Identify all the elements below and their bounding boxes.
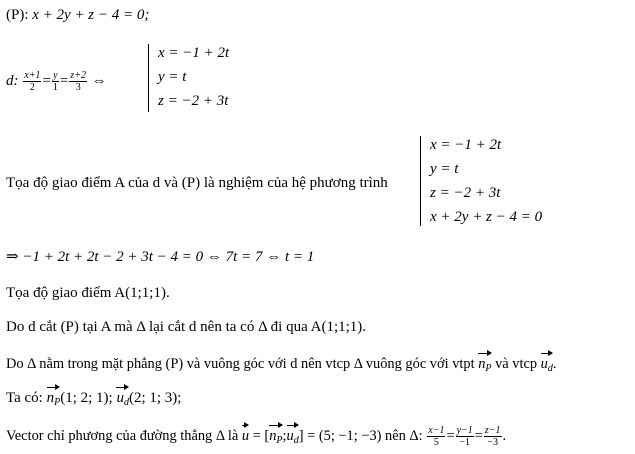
fraction-x: $\frac{x+1}{2}$ xyxy=(24,70,41,93)
solve-equation: ⇒ −1 + 2t + 2t − 2 + 3t − 4 = 0 ⇔ 7t = 7 ⇔ t = 1 xyxy=(6,249,315,265)
vector-u: u xyxy=(242,424,249,445)
point-a-text: Tọa độ giao điểm A(1;1;1). xyxy=(6,285,170,301)
direction-vector-ud: $u_d$ xyxy=(541,352,553,378)
passes-text: Do d cắt (P) tại A mà Δ lại cắt d nên ta có Δ đi qua A(1;1;1). xyxy=(6,319,367,335)
vector-direction-text: Vector chỉ phương của đường thẳng Δ là $u = [n_P;u_d] = (5$; −1; −3) nên Δ: $\frac{x-1}{5}$ = $\frac{y-1}{-1}$ = $\frac{z-1}{-3}$ . xyxy=(6,425,507,449)
brace xyxy=(420,136,421,226)
plane-equation: (P): x + 2y + z − 4 = 0; xyxy=(6,7,150,23)
fraction-z: $\frac{z-1}{-3}$ xyxy=(484,425,501,449)
intersection-system: x = −1 + 2t y = t z = −2 + 3t x + 2y + z − 4 = 0 xyxy=(420,136,620,228)
fraction-x: $\frac{x-1}{5}$ xyxy=(428,425,445,449)
normal-vector-np: $n_P$ xyxy=(269,424,282,450)
fraction-y: $\frac{y-1}{-1}$ xyxy=(456,425,473,449)
brace xyxy=(148,44,149,112)
ta-co-text: Ta có: $n_P(1$; 2; 1); $u_d(2$; 1; 3); xyxy=(6,386,181,412)
direction-vector-ud: $u_d$ xyxy=(287,424,299,450)
direction-vector-ud: $u_d$ xyxy=(116,386,129,412)
line-d-equation: d: $\frac{x+1}{2}$ = $\frac{y}{1}$ = $\frac{z+2}{3}$ ⇔ xyxy=(6,70,107,93)
normal-vector-np: $n_P$ xyxy=(478,352,491,378)
perpendicular-text: Do Δ nằm trong mặt phẳng (P) và vuông góc với d nên vtcp Δ vuông góc với vtpt $n_P$ và vtcp $u_d$. xyxy=(6,352,556,378)
line-d-system: x = −1 + 2t y = t z = −2 + 3t xyxy=(148,44,248,114)
fraction-z: $\frac{z+2}{3}$ xyxy=(70,70,87,93)
normal-vector-np: $n_P$ xyxy=(47,386,61,412)
intersection-text: Tọa độ giao điểm A của d và (P) là nghiệm của hệ phương trình xyxy=(6,175,388,191)
fraction-y: $\frac{y}{1}$ xyxy=(52,70,58,93)
